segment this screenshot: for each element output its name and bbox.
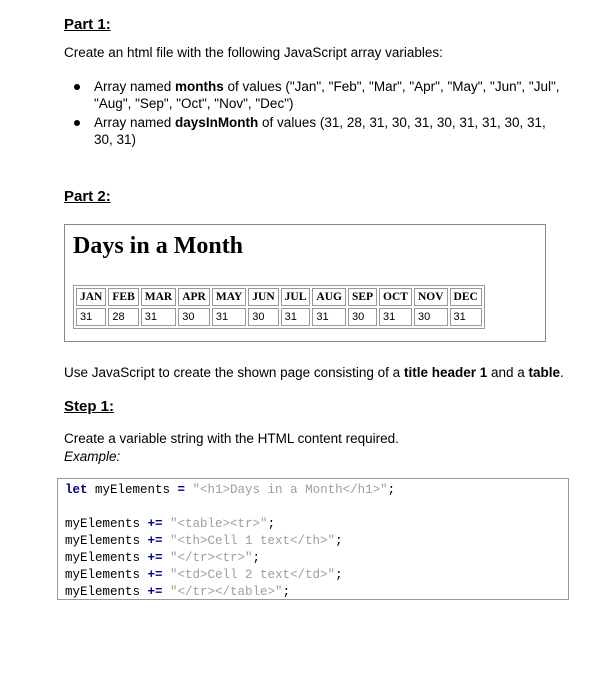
demo-title: Days in a Month (73, 233, 244, 259)
step1-text: Create a variable string with the HTML content required. (64, 431, 399, 446)
bullet-months: Array named months of values ("Jan", "Feb", "Mar", "Apr", "May", "Jun", "Jul", "Aug", "Sep", "Oct", "Nov", "Dec") (64, 78, 564, 112)
demo-value-cell: 31 (379, 308, 412, 326)
demo-value-cell: 30 (248, 308, 278, 326)
demo-value-cell: 30 (348, 308, 377, 326)
demo-header-cell: FEB (108, 288, 138, 306)
code-line: myElements += "<table><tr>"; (65, 517, 276, 531)
demo-header-cell: OCT (379, 288, 412, 306)
code-example-box (57, 478, 569, 600)
bullet-days-in-month: Array named daysInMonth of values (31, 28, 31, 30, 31, 30, 31, 31, 30, 31, 30, 31) (64, 114, 564, 148)
demo-header-cell: JUL (281, 288, 311, 306)
demo-value-cell: 31 (450, 308, 482, 326)
demo-header-cell: JAN (76, 288, 106, 306)
part1-intro: Create an html file with the following JavaScript array variables: (64, 45, 443, 60)
code-line: let myElements = "<h1>Days in a Month</h1>"; (65, 483, 396, 497)
step1-heading: Step 1: (64, 398, 115, 415)
demo-days-table (73, 285, 485, 329)
array-bullet-list (64, 78, 564, 150)
demo-header-cell: APR (178, 288, 210, 306)
bullet-dot-icon (74, 84, 80, 90)
code-line: myElements += "</tr><tr>"; (65, 551, 261, 565)
code-blank-line (65, 499, 561, 516)
part2-heading: Part 2: (64, 188, 111, 205)
demo-value-cell: 31 (312, 308, 346, 326)
demo-value-cell: 31 (212, 308, 246, 326)
part2-instruction: Use JavaScript to create the shown page consisting of a title header 1 and a table. (64, 365, 564, 380)
demo-value-row (76, 308, 482, 326)
example-label: Example: (64, 449, 121, 464)
demo-header-cell: MAR (141, 288, 176, 306)
demo-header-cell: SEP (348, 288, 377, 306)
demo-value-cell: 31 (141, 308, 176, 326)
code-line: myElements += "</tr></table>"; (65, 585, 291, 599)
demo-value-cell: 31 (281, 308, 311, 326)
demo-value-cell: 30 (178, 308, 210, 326)
code-line: myElements += "<th>Cell 1 text</th>"; (65, 534, 343, 548)
bullet-dot-icon (74, 120, 80, 126)
demo-header-cell: JUN (248, 288, 278, 306)
demo-page-preview (64, 224, 546, 342)
demo-value-cell: 30 (414, 308, 448, 326)
demo-header-row (76, 288, 482, 306)
part1-heading: Part 1: (64, 16, 111, 33)
demo-header-cell: DEC (450, 288, 482, 306)
demo-header-cell: AUG (312, 288, 346, 306)
demo-value-cell: 31 (76, 308, 106, 326)
demo-header-cell: NOV (414, 288, 448, 306)
demo-value-cell: 28 (108, 308, 138, 326)
code-line: myElements += "<td>Cell 2 text</td>"; (65, 568, 343, 582)
demo-header-cell: MAY (212, 288, 246, 306)
